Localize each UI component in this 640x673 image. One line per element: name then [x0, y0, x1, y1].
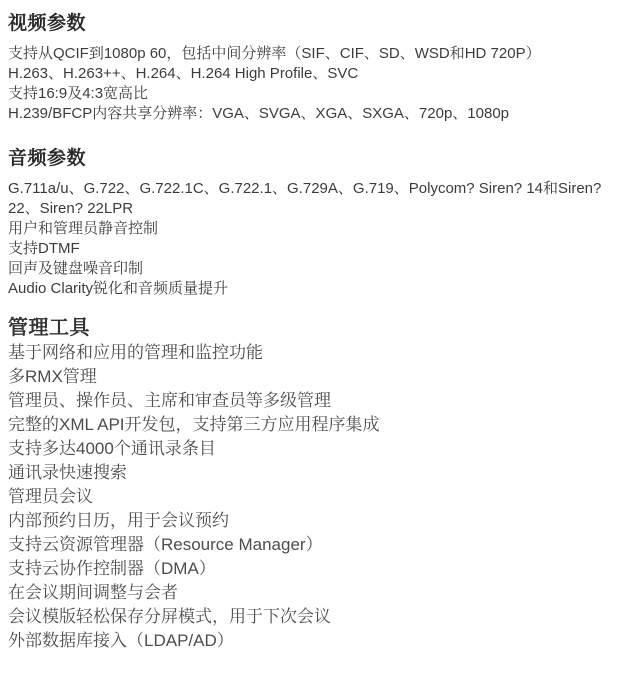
spec-line: 完整的XML API开发包，支持第三方应用程序集成: [8, 415, 380, 434]
spec-line: 支持云协作控制器（DMA）: [8, 559, 216, 578]
spec-line: 支持从QCIF到1080p 60，包括中间分辨率（SIF、CIF、SD、WSD和HD 720P）: [8, 45, 541, 62]
spec-line: 管理员、操作员、主席和审查员等多级管理: [8, 391, 331, 410]
section-video-parameters: [8, 12, 633, 124]
spec-line: 支持16:9及4:3宽高比: [8, 85, 149, 102]
section-management-tools: [8, 315, 633, 653]
spec-line: 回声及键盘噪音印制: [8, 260, 144, 277]
section-audio-parameters: [8, 147, 633, 299]
spec-line: 基于网络和应用的管理和监控功能: [8, 343, 263, 362]
spec-line: 支持云资源管理器（Resource Manager）: [8, 535, 323, 554]
spec-line: G.711a/u、G.722、G.722.1C、G.722.1、G.729A、G.719、Polycom? Siren? 14和Siren? 22、Siren? 22LPR: [8, 180, 602, 217]
spec-line: Audio Clarity锐化和音频质量提升: [8, 280, 229, 297]
video-parameters-heading: 视频参数: [8, 13, 87, 34]
spec-line: 管理员会议: [8, 487, 93, 506]
spec-line: 通讯录快速搜索: [8, 463, 127, 482]
spec-line: 在会议期间调整与会者: [8, 583, 178, 602]
spec-line: 支持多达4000个通讯录条目: [8, 439, 216, 458]
management-tools-lines: [8, 341, 633, 653]
spec-line: H.239/BFCP内容共享分辨率：VGA、SVGA、XGA、SXGA、720p、1080p: [8, 105, 509, 122]
spec-line: 支持DTMF: [8, 240, 80, 257]
spec-line: 内部预约日历，用于会议预约: [8, 511, 229, 530]
spec-line: 多RMX管理: [8, 367, 97, 386]
spec-line: 外部数据库接入（LDAP/AD）: [8, 631, 234, 650]
management-tools-heading: 管理工具: [8, 317, 90, 339]
spec-line: 会议模版轻松保存分屏模式，用于下次会议: [8, 607, 331, 626]
spec-line: 用户和管理员静音控制: [8, 220, 159, 237]
spec-line: H.263、H.263++、H.264、H.264 High Profile、SVC: [8, 65, 359, 82]
audio-parameters-heading: 音频参数: [8, 148, 87, 169]
audio-parameters-lines: [8, 179, 633, 299]
video-parameters-lines: [8, 44, 633, 124]
